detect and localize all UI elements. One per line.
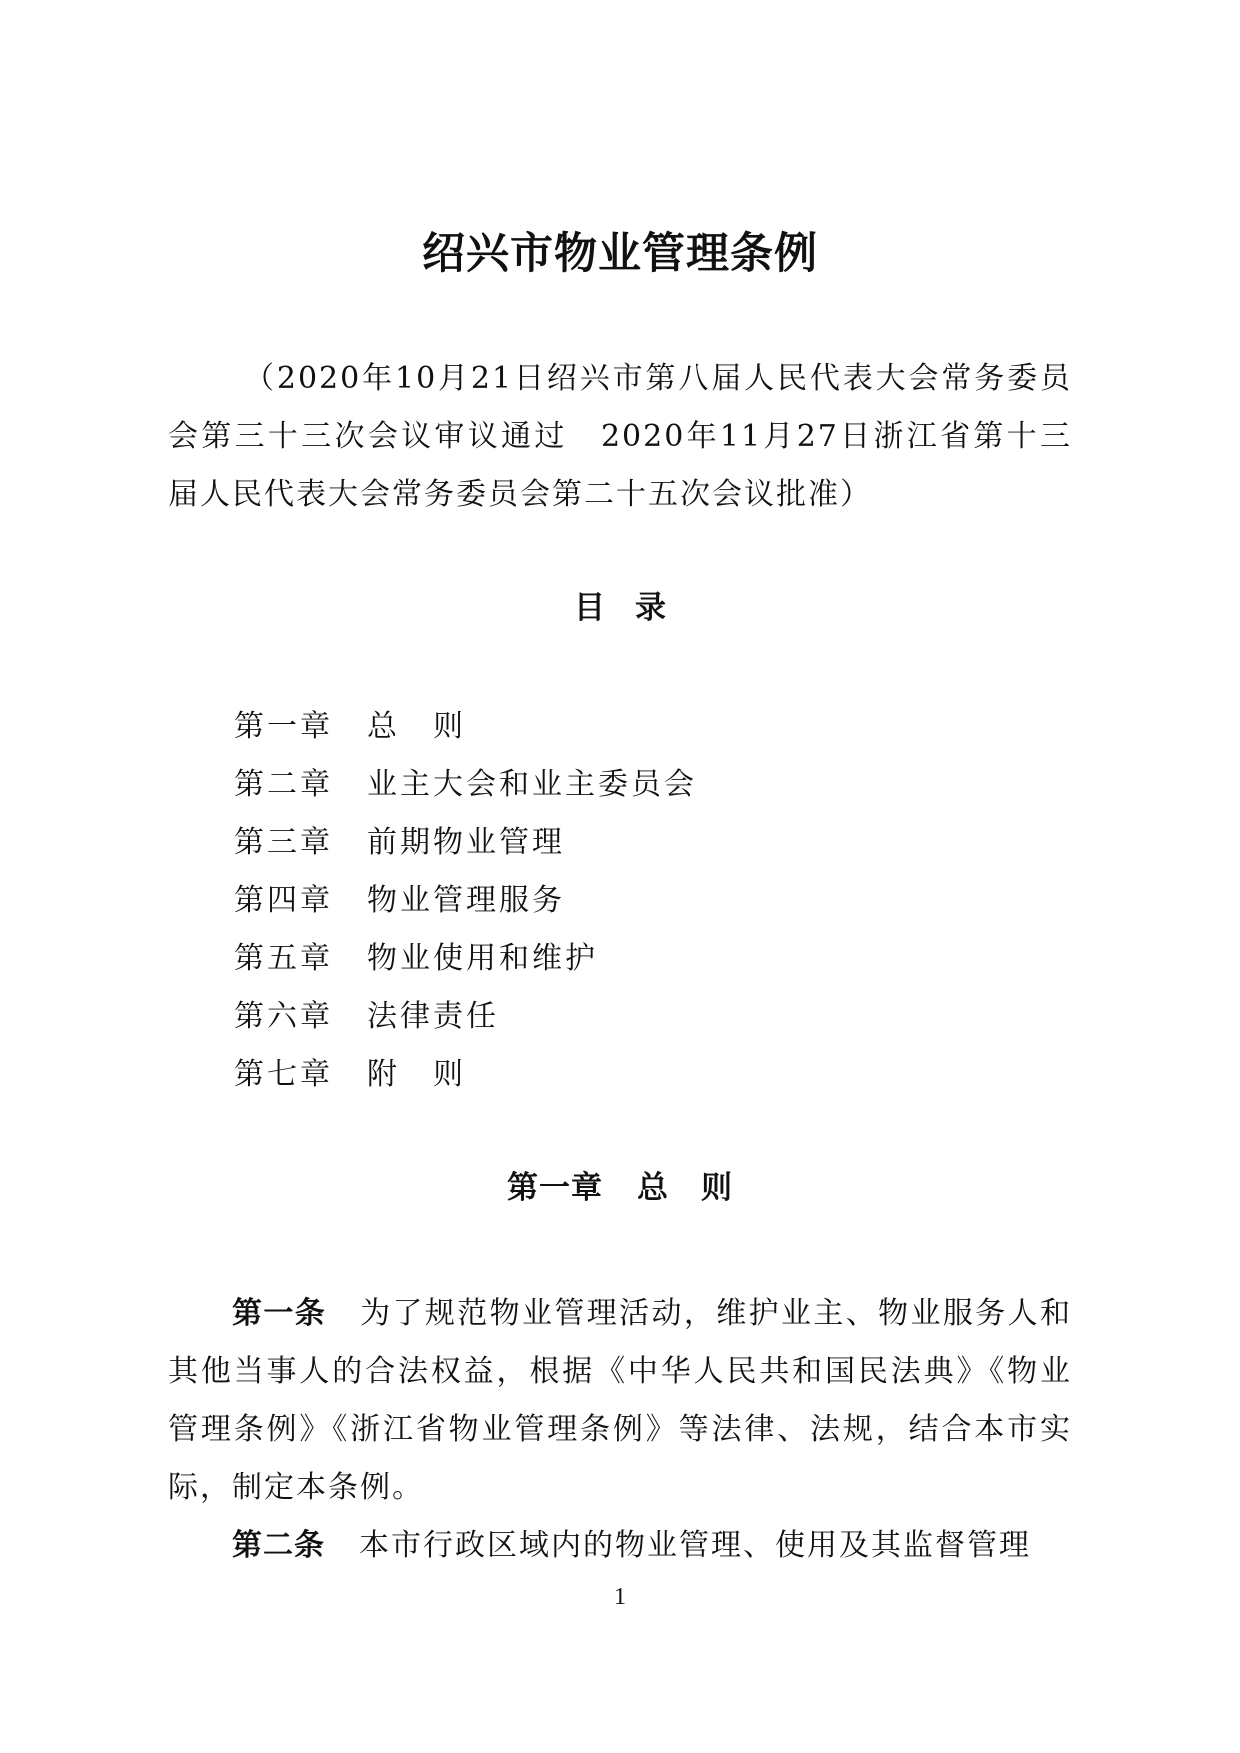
adoption-note: （2020年10月21日绍兴市第八届人民代表大会常务委员会第三十三次会议审议通过 2020年11月27日浙江省第十三届人民代表大会常务委员会第二十五次会议批准） bbox=[168, 361, 1072, 512]
toc-item-chapter-5 bbox=[234, 930, 697, 988]
toc-chapter-number: 第四章 bbox=[234, 883, 333, 918]
toc-item-chapter-4 bbox=[234, 872, 697, 930]
toc-chapter-title: 前期物业管理 bbox=[367, 825, 565, 860]
toc-heading-left: 目 bbox=[574, 590, 605, 626]
toc-chapter-title: 附 则 bbox=[367, 1057, 466, 1092]
toc-chapter-title: 物业管理服务 bbox=[367, 883, 565, 918]
document-title: 绍兴市物业管理条例 bbox=[422, 229, 818, 279]
toc-chapter-number: 第五章 bbox=[234, 941, 333, 976]
toc-chapter-number: 第三章 bbox=[234, 825, 333, 860]
page-number: 1 bbox=[614, 1584, 626, 1610]
chapter-articles bbox=[168, 1285, 1072, 1575]
toc-item-chapter-7 bbox=[234, 1046, 697, 1104]
toc-chapter-title: 业主大会和业主委员会 bbox=[367, 767, 697, 802]
article-number: 第一条 bbox=[232, 1296, 327, 1331]
toc-heading bbox=[168, 585, 1072, 631]
toc-heading-right: 录 bbox=[635, 590, 666, 626]
chapter-heading bbox=[168, 1165, 1072, 1211]
toc-chapter-number: 第一章 bbox=[234, 709, 333, 744]
toc-chapter-number: 第六章 bbox=[234, 999, 333, 1034]
toc-item-chapter-1 bbox=[234, 698, 697, 756]
toc-item-chapter-2 bbox=[234, 756, 697, 814]
toc-item-chapter-3 bbox=[234, 814, 697, 872]
article-2 bbox=[168, 1517, 1072, 1575]
chapter-title: 总 则 bbox=[637, 1170, 733, 1206]
article-text: 本市行政区域内的物业管理、使用及其监督管理 bbox=[359, 1528, 1031, 1563]
toc-item-chapter-6 bbox=[234, 988, 697, 1046]
chapter-number: 第一章 bbox=[507, 1170, 603, 1206]
toc-chapter-number: 第二章 bbox=[234, 767, 333, 802]
article-text: 为了规范物业管理活动，维护业主、物业服务人和其他当事人的合法权益，根据《中华人民共和国民法典》《物业管理条例》《浙江省物业管理条例》等法律、法规，结合本市实际，制定本条例。 bbox=[168, 1296, 1072, 1505]
toc-chapter-title: 物业使用和维护 bbox=[367, 941, 598, 976]
toc-chapter-title: 总 则 bbox=[367, 709, 466, 744]
table-of-contents bbox=[234, 698, 697, 1104]
toc-chapter-number: 第七章 bbox=[234, 1057, 333, 1092]
toc-chapter-title: 法律责任 bbox=[367, 999, 499, 1034]
article-number: 第二条 bbox=[232, 1528, 325, 1563]
article-1 bbox=[168, 1285, 1072, 1517]
